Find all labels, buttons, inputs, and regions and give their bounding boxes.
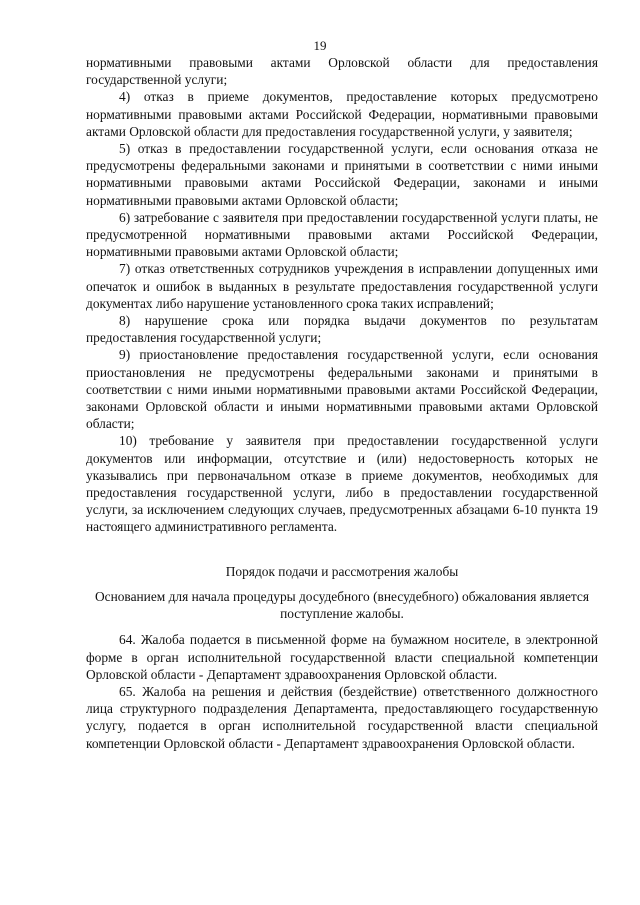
paragraph-item-4: 4) отказ в приеме документов, предоставление которых предусмотрено нормативными правовыми актами Российской Федерации, нормативными правовыми актами Орловской области для предоставления государственной услуги, у заявителя; bbox=[86, 89, 598, 139]
section-title: Порядок подачи и рассмотрения жалобы bbox=[225, 563, 459, 579]
paragraph-65: 65. Жалоба на решения и действия (бездействие) ответственного должностного лица структурного подразделения Департамента, предоставляющего государственную услугу, подается в орган исполнительной государственной власти специальной компетенции Орловской области - Департамент здравоохранения Орловской области. bbox=[86, 683, 598, 751]
document-body bbox=[86, 54, 598, 752]
paragraph-item-7: 7) отказ ответственных сотрудников учреждения в исправлении допущенных ими опечаток и ошибок в выданных в результате предоставления государственной услуги документах либо нарушение установленного срока таких исправлений; bbox=[86, 261, 598, 311]
section-subtitle: Основанием для начала процедуры досудебного (внесудебного) обжалования является поступление жалобы. bbox=[94, 588, 590, 622]
paragraph-item-9: 9) приостановление предоставления государственной услуги, если основания приостановления не предусмотрены федеральными законами и принятыми в соответствии с ними иными нормативными правовыми актами Российской Федерации, законами Орловской области и иными нормативными правовыми актами Орловской области; bbox=[86, 347, 598, 432]
page-number: 19 bbox=[313, 38, 327, 53]
paragraph-item-8: 8) нарушение срока или порядка выдачи документов по результатам предоставления государственной услуги; bbox=[86, 313, 598, 346]
paragraph-item-6: 6) затребование с заявителя при предоставлении государственной услуги платы, не предусмотренной нормативными правовыми актами Российской Федерации, нормативными правовыми актами Орловской области; bbox=[86, 209, 598, 260]
paragraph-continuation: нормативными правовыми актами Орловской области для предоставления государственной услуги; bbox=[86, 55, 598, 88]
paragraph-item-5: 5) отказ в предоставлении государственной услуги, если основания отказа не предусмотрены федеральными законами и принятыми в соответствии с ними иными нормативными правовыми актами Российской Федерации, законами и иными нормативными правовыми актами Орловской области; bbox=[86, 141, 598, 208]
paragraph-64: 64. Жалоба подается в письменной форме на бумажном носителе, в электронной форме в орган исполнительной государственной власти специальной компетенции Орловской области - Департамент здравоохранения Орловской области. bbox=[86, 632, 598, 682]
paragraph-item-10: 10) требование у заявителя при предоставлении государственной услуги документов или информации, отсутствие и (или) недостоверность которых не указывались при первоначальном отказе в приеме документов, необходимых для предоставления государственной услуги, либо в предоставлении государственной услуги, за исключением следующих случаев, предусмотренных абзацами 6-10 пункта 19 настоящего административного регламента. bbox=[86, 433, 598, 535]
